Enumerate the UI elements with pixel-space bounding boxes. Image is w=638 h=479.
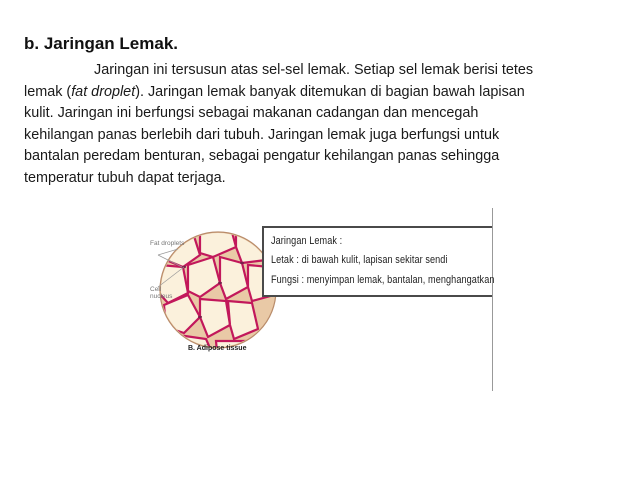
info-box — [262, 226, 495, 297]
section-heading: b. Jaringan Lemak. — [24, 34, 178, 53]
label-cell-nucleus: Cell nucleus — [150, 286, 173, 300]
paragraph-text-2: ). Jaringan lemak banyak ditemukan di bagian bawah lapisan kulit. Jaringan ini berfungsi sebagai makanan cadangan dan mencegah kehilangan panas berlebih dari tubuh. Jaringan lemak juga berfungsi untuk bantalan peredam benturan, sebagai pengatur kehilangan panas sehingga temperatur tubuh dapat terjaga. — [24, 83, 525, 186]
info-title: Jaringan Lemak : — [271, 235, 343, 247]
paragraph-italic-term: fat droplet — [71, 83, 136, 100]
info-function: Fungsi : menyimpan lemak, bantalan, menghangatkan — [271, 274, 495, 286]
info-location: Letak : di bawah kulit, lapisan sekitar sendi — [271, 254, 448, 266]
paragraph-text-1: Jaringan ini tersusun atas sel-sel lemak. Setiap sel lemak berisi tetes lemak ( — [24, 62, 534, 100]
body-paragraph — [24, 60, 544, 189]
label-fat-droplets: Fat droplets — [150, 240, 185, 247]
figure-caption: B. Adipose tissue — [188, 345, 247, 352]
